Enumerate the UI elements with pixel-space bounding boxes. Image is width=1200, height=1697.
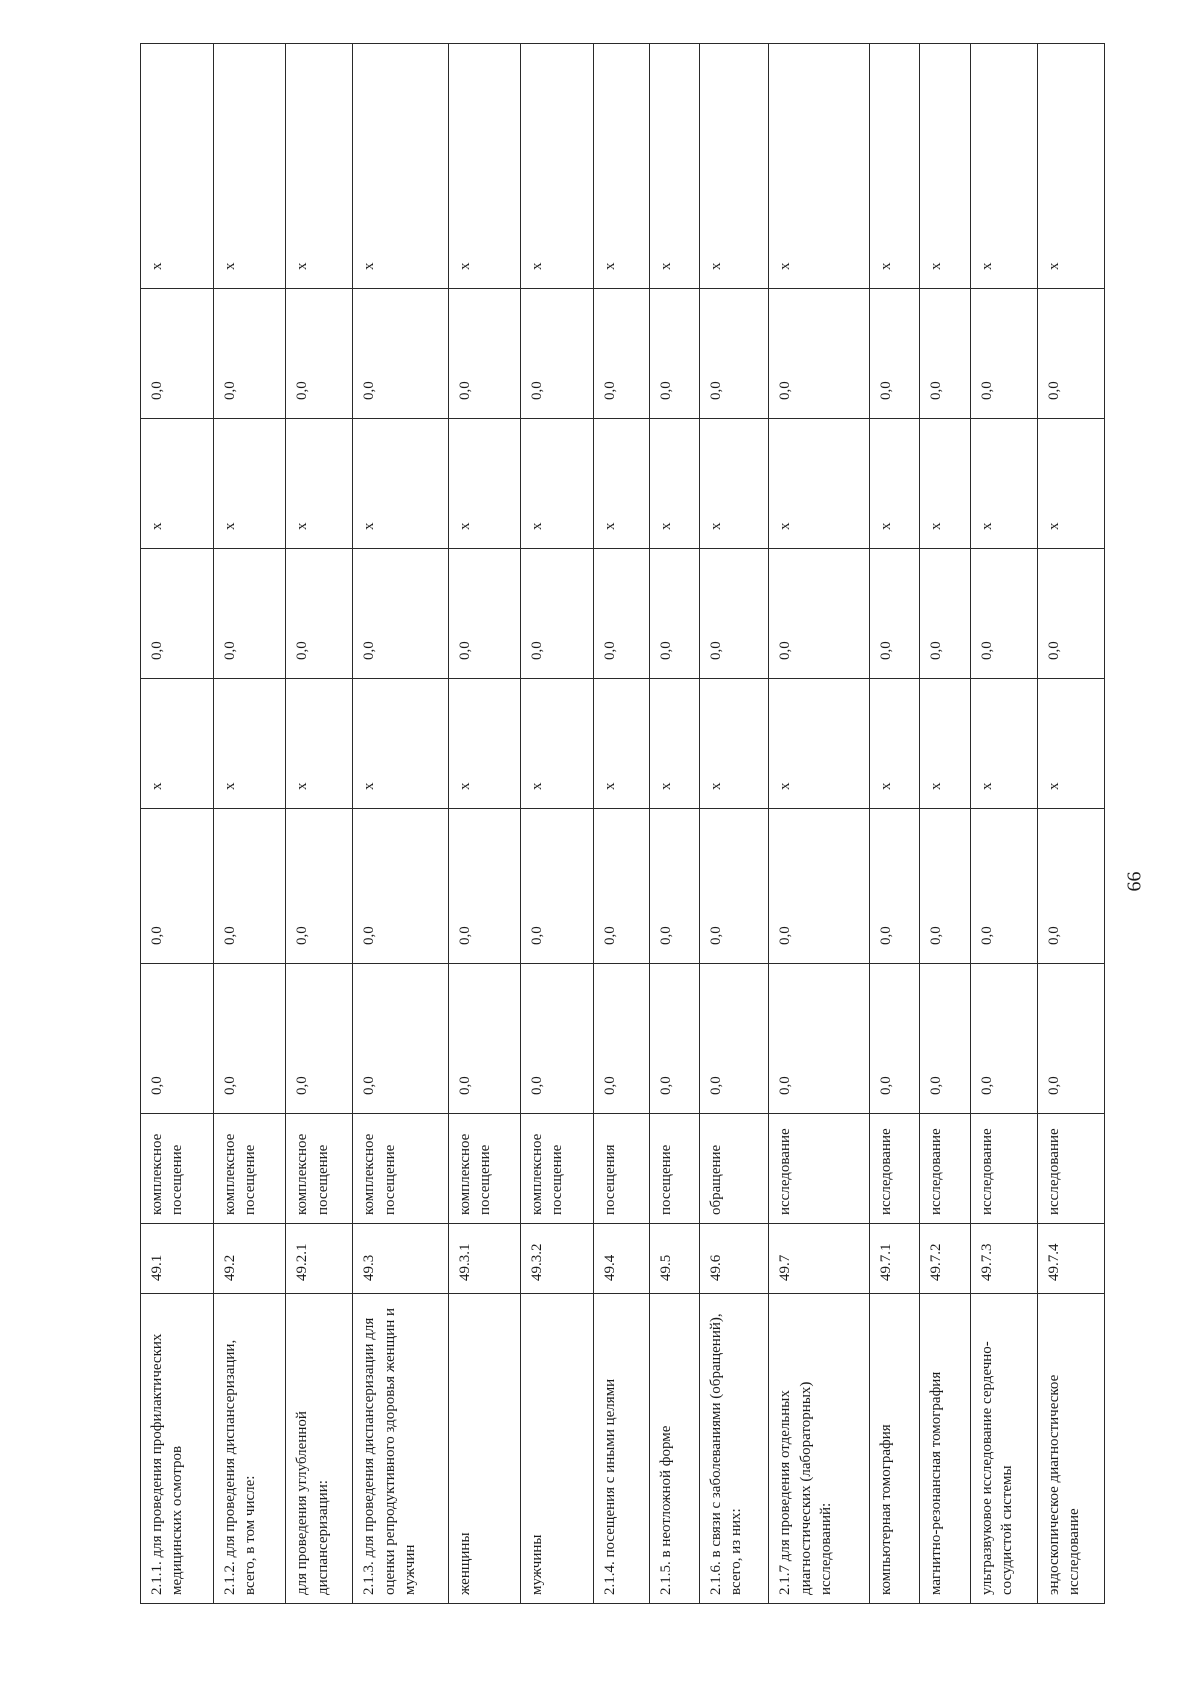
row-value-2: 0,0 — [870, 809, 920, 964]
row-code: 49.5 — [649, 1224, 699, 1294]
row-value-2: 0,0 — [521, 809, 594, 964]
row-value-4: 0,0 — [141, 549, 214, 679]
row-value-6: 0,0 — [448, 289, 521, 419]
row-value-1: 0,0 — [920, 964, 970, 1114]
table-row — [141, 44, 214, 1604]
row-unit: посещения — [593, 1114, 649, 1224]
row-value-1: 0,0 — [213, 964, 286, 1114]
table-row — [920, 44, 970, 1604]
data-table — [140, 43, 1105, 1604]
row-value-3: х — [213, 679, 286, 809]
row-value-3: х — [649, 679, 699, 809]
row-code: 49.7.4 — [1037, 1224, 1104, 1294]
table-row — [700, 44, 769, 1604]
table-row — [649, 44, 699, 1604]
table-body — [141, 44, 1105, 1604]
row-unit: исследование — [769, 1114, 870, 1224]
row-value-2: 0,0 — [353, 809, 448, 964]
row-value-7: х — [593, 44, 649, 289]
row-value-1: 0,0 — [769, 964, 870, 1114]
row-value-1: 0,0 — [521, 964, 594, 1114]
row-value-1: 0,0 — [353, 964, 448, 1114]
row-unit: комплексное посещение — [141, 1114, 214, 1224]
row-value-2: 0,0 — [769, 809, 870, 964]
row-value-4: 0,0 — [213, 549, 286, 679]
table-row — [1037, 44, 1104, 1604]
row-value-5: х — [593, 419, 649, 549]
row-value-5: х — [870, 419, 920, 549]
row-value-2: 0,0 — [649, 809, 699, 964]
row-value-7: х — [649, 44, 699, 289]
row-value-5: х — [213, 419, 286, 549]
row-value-4: 0,0 — [649, 549, 699, 679]
row-code: 49.7.2 — [920, 1224, 970, 1294]
row-unit: комплексное посещение — [286, 1114, 353, 1224]
row-value-7: х — [1037, 44, 1104, 289]
row-value-3: х — [593, 679, 649, 809]
table-row — [213, 44, 286, 1604]
table-row — [286, 44, 353, 1604]
row-code: 49.2.1 — [286, 1224, 353, 1294]
row-value-2: 0,0 — [700, 809, 769, 964]
row-name: ультразвуковое исследование сердечно-сосудистой системы — [970, 1294, 1037, 1604]
row-value-5: х — [1037, 419, 1104, 549]
row-value-5: х — [970, 419, 1037, 549]
row-value-4: 0,0 — [769, 549, 870, 679]
row-value-3: х — [141, 679, 214, 809]
row-code: 49.4 — [593, 1224, 649, 1294]
row-value-1: 0,0 — [141, 964, 214, 1114]
table-row — [970, 44, 1037, 1604]
row-value-1: 0,0 — [286, 964, 353, 1114]
row-value-7: х — [700, 44, 769, 289]
row-value-7: х — [141, 44, 214, 289]
row-name: 2.1.7 для проведения отдельных диагностических (лабораторных) исследований: — [769, 1294, 870, 1604]
row-unit: исследование — [970, 1114, 1037, 1224]
row-value-1: 0,0 — [970, 964, 1037, 1114]
row-code: 49.1 — [141, 1224, 214, 1294]
row-value-7: х — [286, 44, 353, 289]
row-value-3: х — [286, 679, 353, 809]
row-value-6: 0,0 — [286, 289, 353, 419]
row-code: 49.7.3 — [970, 1224, 1037, 1294]
row-value-2: 0,0 — [286, 809, 353, 964]
table-row — [870, 44, 920, 1604]
row-value-6: 0,0 — [521, 289, 594, 419]
row-value-1: 0,0 — [593, 964, 649, 1114]
row-value-5: х — [141, 419, 214, 549]
row-name: эндоскопическое диагностическое исследование — [1037, 1294, 1104, 1604]
row-value-3: х — [448, 679, 521, 809]
row-value-3: х — [1037, 679, 1104, 809]
row-value-3: х — [521, 679, 594, 809]
row-value-7: х — [920, 44, 970, 289]
row-value-4: 0,0 — [593, 549, 649, 679]
row-name: 2.1.5. в неотложной форме — [649, 1294, 699, 1604]
row-value-6: 0,0 — [970, 289, 1037, 419]
row-value-3: х — [700, 679, 769, 809]
row-value-4: 0,0 — [353, 549, 448, 679]
row-value-5: х — [700, 419, 769, 549]
row-value-6: 0,0 — [353, 289, 448, 419]
row-value-5: х — [521, 419, 594, 549]
row-value-2: 0,0 — [213, 809, 286, 964]
rotated-table-wrapper — [140, 44, 1105, 1604]
row-name: магнитно-резонансная томография — [920, 1294, 970, 1604]
row-value-7: х — [970, 44, 1037, 289]
row-value-1: 0,0 — [1037, 964, 1104, 1114]
row-value-3: х — [870, 679, 920, 809]
table-row — [521, 44, 594, 1604]
row-unit: комплексное посещение — [448, 1114, 521, 1224]
row-value-4: 0,0 — [1037, 549, 1104, 679]
row-unit: исследование — [870, 1114, 920, 1224]
row-value-6: 0,0 — [920, 289, 970, 419]
row-code: 49.3.1 — [448, 1224, 521, 1294]
row-unit: исследование — [1037, 1114, 1104, 1224]
row-code: 49.6 — [700, 1224, 769, 1294]
row-value-3: х — [769, 679, 870, 809]
row-name: 2.1.3. для проведения диспансеризации для оценки репродуктивного здоровья женщин и мужчин — [353, 1294, 448, 1604]
row-name: 2.1.2. для проведения диспансеризации, всего, в том числе: — [213, 1294, 286, 1604]
row-value-2: 0,0 — [141, 809, 214, 964]
row-name: 2.1.1. для проведения профилактических медицинских осмотров — [141, 1294, 214, 1604]
row-code: 49.7.1 — [870, 1224, 920, 1294]
row-value-6: 0,0 — [593, 289, 649, 419]
row-value-6: 0,0 — [213, 289, 286, 419]
row-value-2: 0,0 — [920, 809, 970, 964]
row-value-1: 0,0 — [870, 964, 920, 1114]
row-value-7: х — [769, 44, 870, 289]
row-value-2: 0,0 — [448, 809, 521, 964]
row-value-4: 0,0 — [870, 549, 920, 679]
row-value-5: х — [448, 419, 521, 549]
row-value-3: х — [920, 679, 970, 809]
row-unit: обращение — [700, 1114, 769, 1224]
row-value-3: х — [353, 679, 448, 809]
row-value-6: 0,0 — [700, 289, 769, 419]
row-value-7: х — [448, 44, 521, 289]
row-unit: посещение — [649, 1114, 699, 1224]
row-name: 2.1.6. в связи с заболеваниями (обращений), всего, из них: — [700, 1294, 769, 1604]
row-code: 49.7 — [769, 1224, 870, 1294]
row-value-2: 0,0 — [1037, 809, 1104, 964]
row-unit: комплексное посещение — [521, 1114, 594, 1224]
row-value-1: 0,0 — [700, 964, 769, 1114]
row-value-5: х — [649, 419, 699, 549]
row-name: для проведения углубленной диспансеризации: — [286, 1294, 353, 1604]
row-value-4: 0,0 — [970, 549, 1037, 679]
row-value-4: 0,0 — [286, 549, 353, 679]
table-row — [448, 44, 521, 1604]
table-row — [353, 44, 448, 1604]
row-value-5: х — [353, 419, 448, 549]
table-row — [593, 44, 649, 1604]
row-value-7: х — [353, 44, 448, 289]
row-code: 49.3.2 — [521, 1224, 594, 1294]
row-value-4: 0,0 — [521, 549, 594, 679]
row-value-6: 0,0 — [769, 289, 870, 419]
row-name: 2.1.4. посещения с иными целями — [593, 1294, 649, 1604]
row-value-3: х — [970, 679, 1037, 809]
row-value-5: х — [769, 419, 870, 549]
row-value-2: 0,0 — [970, 809, 1037, 964]
row-unit: комплексное посещение — [353, 1114, 448, 1224]
row-value-4: 0,0 — [920, 549, 970, 679]
row-value-2: 0,0 — [593, 809, 649, 964]
row-value-7: х — [213, 44, 286, 289]
row-value-4: 0,0 — [700, 549, 769, 679]
row-name: женщины — [448, 1294, 521, 1604]
row-value-4: 0,0 — [448, 549, 521, 679]
row-value-6: 0,0 — [141, 289, 214, 419]
row-value-1: 0,0 — [448, 964, 521, 1114]
row-value-7: х — [521, 44, 594, 289]
row-unit: исследование — [920, 1114, 970, 1224]
row-value-7: х — [870, 44, 920, 289]
row-value-5: х — [286, 419, 353, 549]
row-value-6: 0,0 — [1037, 289, 1104, 419]
table-row — [769, 44, 870, 1604]
row-unit: комплексное посещение — [213, 1114, 286, 1224]
row-code: 49.2 — [213, 1224, 286, 1294]
row-code: 49.3 — [353, 1224, 448, 1294]
row-name: мужчины — [521, 1294, 594, 1604]
row-value-6: 0,0 — [870, 289, 920, 419]
row-value-5: х — [920, 419, 970, 549]
row-value-6: 0,0 — [649, 289, 699, 419]
page-number: 66 — [1123, 871, 1146, 892]
row-name: компьютерная томография — [870, 1294, 920, 1604]
row-value-1: 0,0 — [649, 964, 699, 1114]
